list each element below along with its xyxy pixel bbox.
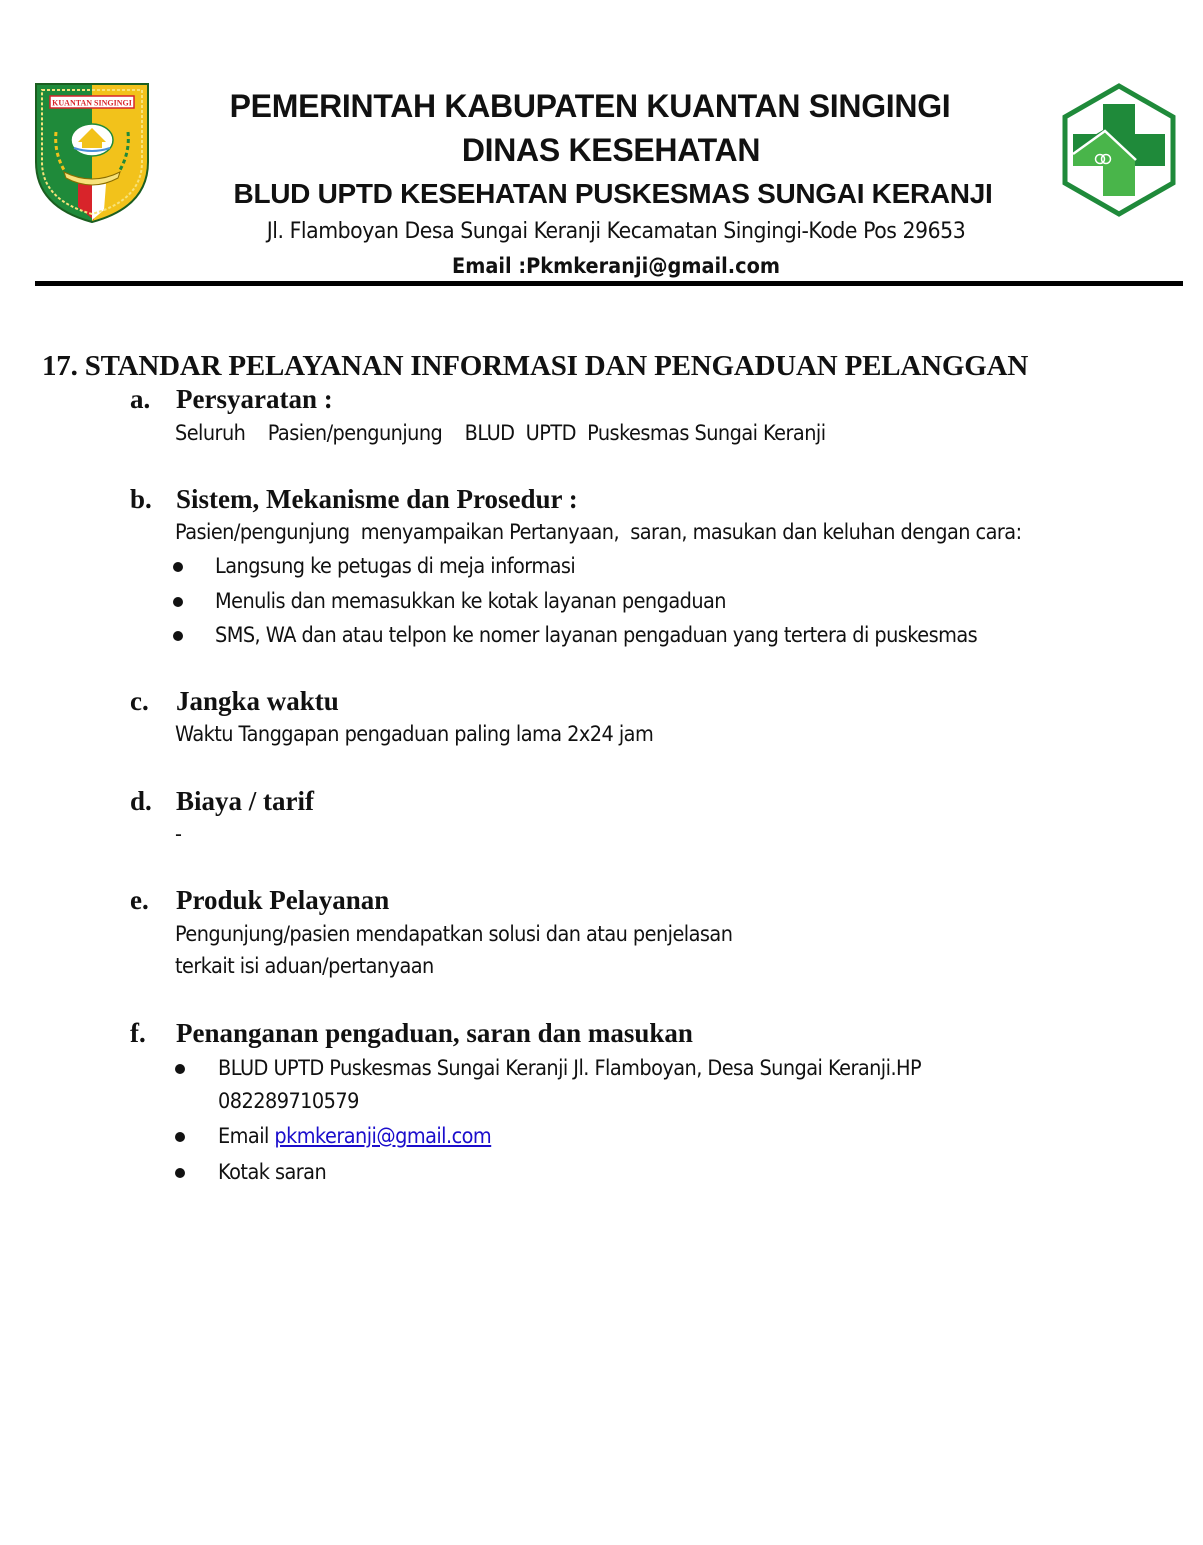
letterhead-government: PEMERINTAH KABUPATEN KUANTAN SINGINGI xyxy=(229,88,951,124)
item-e-text-2: terkait isi aduan/pertanyaan xyxy=(175,954,434,978)
letterhead-department: DINAS KESEHATAN xyxy=(461,132,761,168)
bullet-icon xyxy=(175,1132,185,1142)
bullet-icon xyxy=(173,631,183,641)
item-d-heading xyxy=(130,786,314,817)
list-item xyxy=(218,1124,491,1148)
letterhead-institution: BLUD UPTD KESEHATAN PUSKESMAS SUNGAI KERANJI xyxy=(233,178,993,209)
item-d-text: - xyxy=(175,822,182,846)
item-f-heading xyxy=(130,1018,693,1049)
item-e-heading xyxy=(130,885,389,916)
bullet-icon xyxy=(173,562,183,572)
letterhead-email: Email :Pkmkeranji@gmail.com xyxy=(452,254,780,278)
item-c-text: Waktu Tanggapan pengaduan paling lama 2x24 jam xyxy=(175,722,654,746)
item-title: Penanganan pengaduan, saran dan masukan xyxy=(176,1018,693,1048)
bullet-icon xyxy=(175,1168,185,1178)
item-b-text: Pasien/pengunjung menyampaikan Pertanyaan, saran, masukan dan keluhan dengan cara: xyxy=(175,520,1022,544)
list-item: Kotak saran xyxy=(218,1160,327,1184)
item-title: Produk Pelayanan xyxy=(176,885,390,915)
item-e-text: Pengunjung/pasien mendapatkan solusi dan atau penjelasan xyxy=(175,922,733,946)
item-letter: e. xyxy=(130,885,149,915)
bullet-icon xyxy=(173,597,183,607)
list-item: BLUD UPTD Puskesmas Sungai Keranji Jl. Flamboyan, Desa Sungai Keranji.HP xyxy=(218,1056,922,1080)
item-c-heading xyxy=(130,686,339,717)
list-item: SMS, WA dan atau telpon ke nomer layanan pengaduan yang tertera di puskesmas xyxy=(215,623,978,647)
item-letter: b. xyxy=(130,484,152,514)
bullet-icon xyxy=(175,1064,185,1074)
item-letter: c. xyxy=(130,686,149,716)
letterhead-divider xyxy=(35,281,1183,286)
phone-number: 082289710579 xyxy=(218,1089,359,1113)
letterhead-address: Jl. Flamboyan Desa Sungai Keranji Kecamatan Singingi-Kode Pos 29653 xyxy=(266,219,966,244)
section-title: 17. STANDAR PELAYANAN INFORMASI DAN PENGADUAN PELANGGAN xyxy=(42,350,1029,382)
item-title: Biaya / tarif xyxy=(176,786,314,816)
item-b-heading xyxy=(130,484,578,515)
puskesmas-logo-icon xyxy=(1060,82,1178,218)
item-letter: d. xyxy=(130,786,152,816)
list-item: Langsung ke petugas di meja informasi xyxy=(215,554,576,578)
email-label: Email xyxy=(218,1124,275,1148)
item-a-heading xyxy=(130,384,333,415)
email-link[interactable]: pkmkeranji@gmail.com xyxy=(274,1124,492,1148)
crest-banner-text: KUANTAN SINGINGI xyxy=(52,98,132,108)
list-item: Menulis dan memasukkan ke kotak layanan pengaduan xyxy=(215,589,727,613)
item-letter: f. xyxy=(130,1018,146,1048)
item-a-text: Seluruh Pasien/pengunjung BLUD UPTD Puskesmas Sungai Keranji xyxy=(175,421,826,445)
item-letter: a. xyxy=(130,384,151,414)
item-title: Jangka waktu xyxy=(176,686,339,716)
item-title: Sistem, Mekanisme dan Prosedur : xyxy=(176,484,578,514)
item-title: Persyaratan : xyxy=(176,384,333,414)
